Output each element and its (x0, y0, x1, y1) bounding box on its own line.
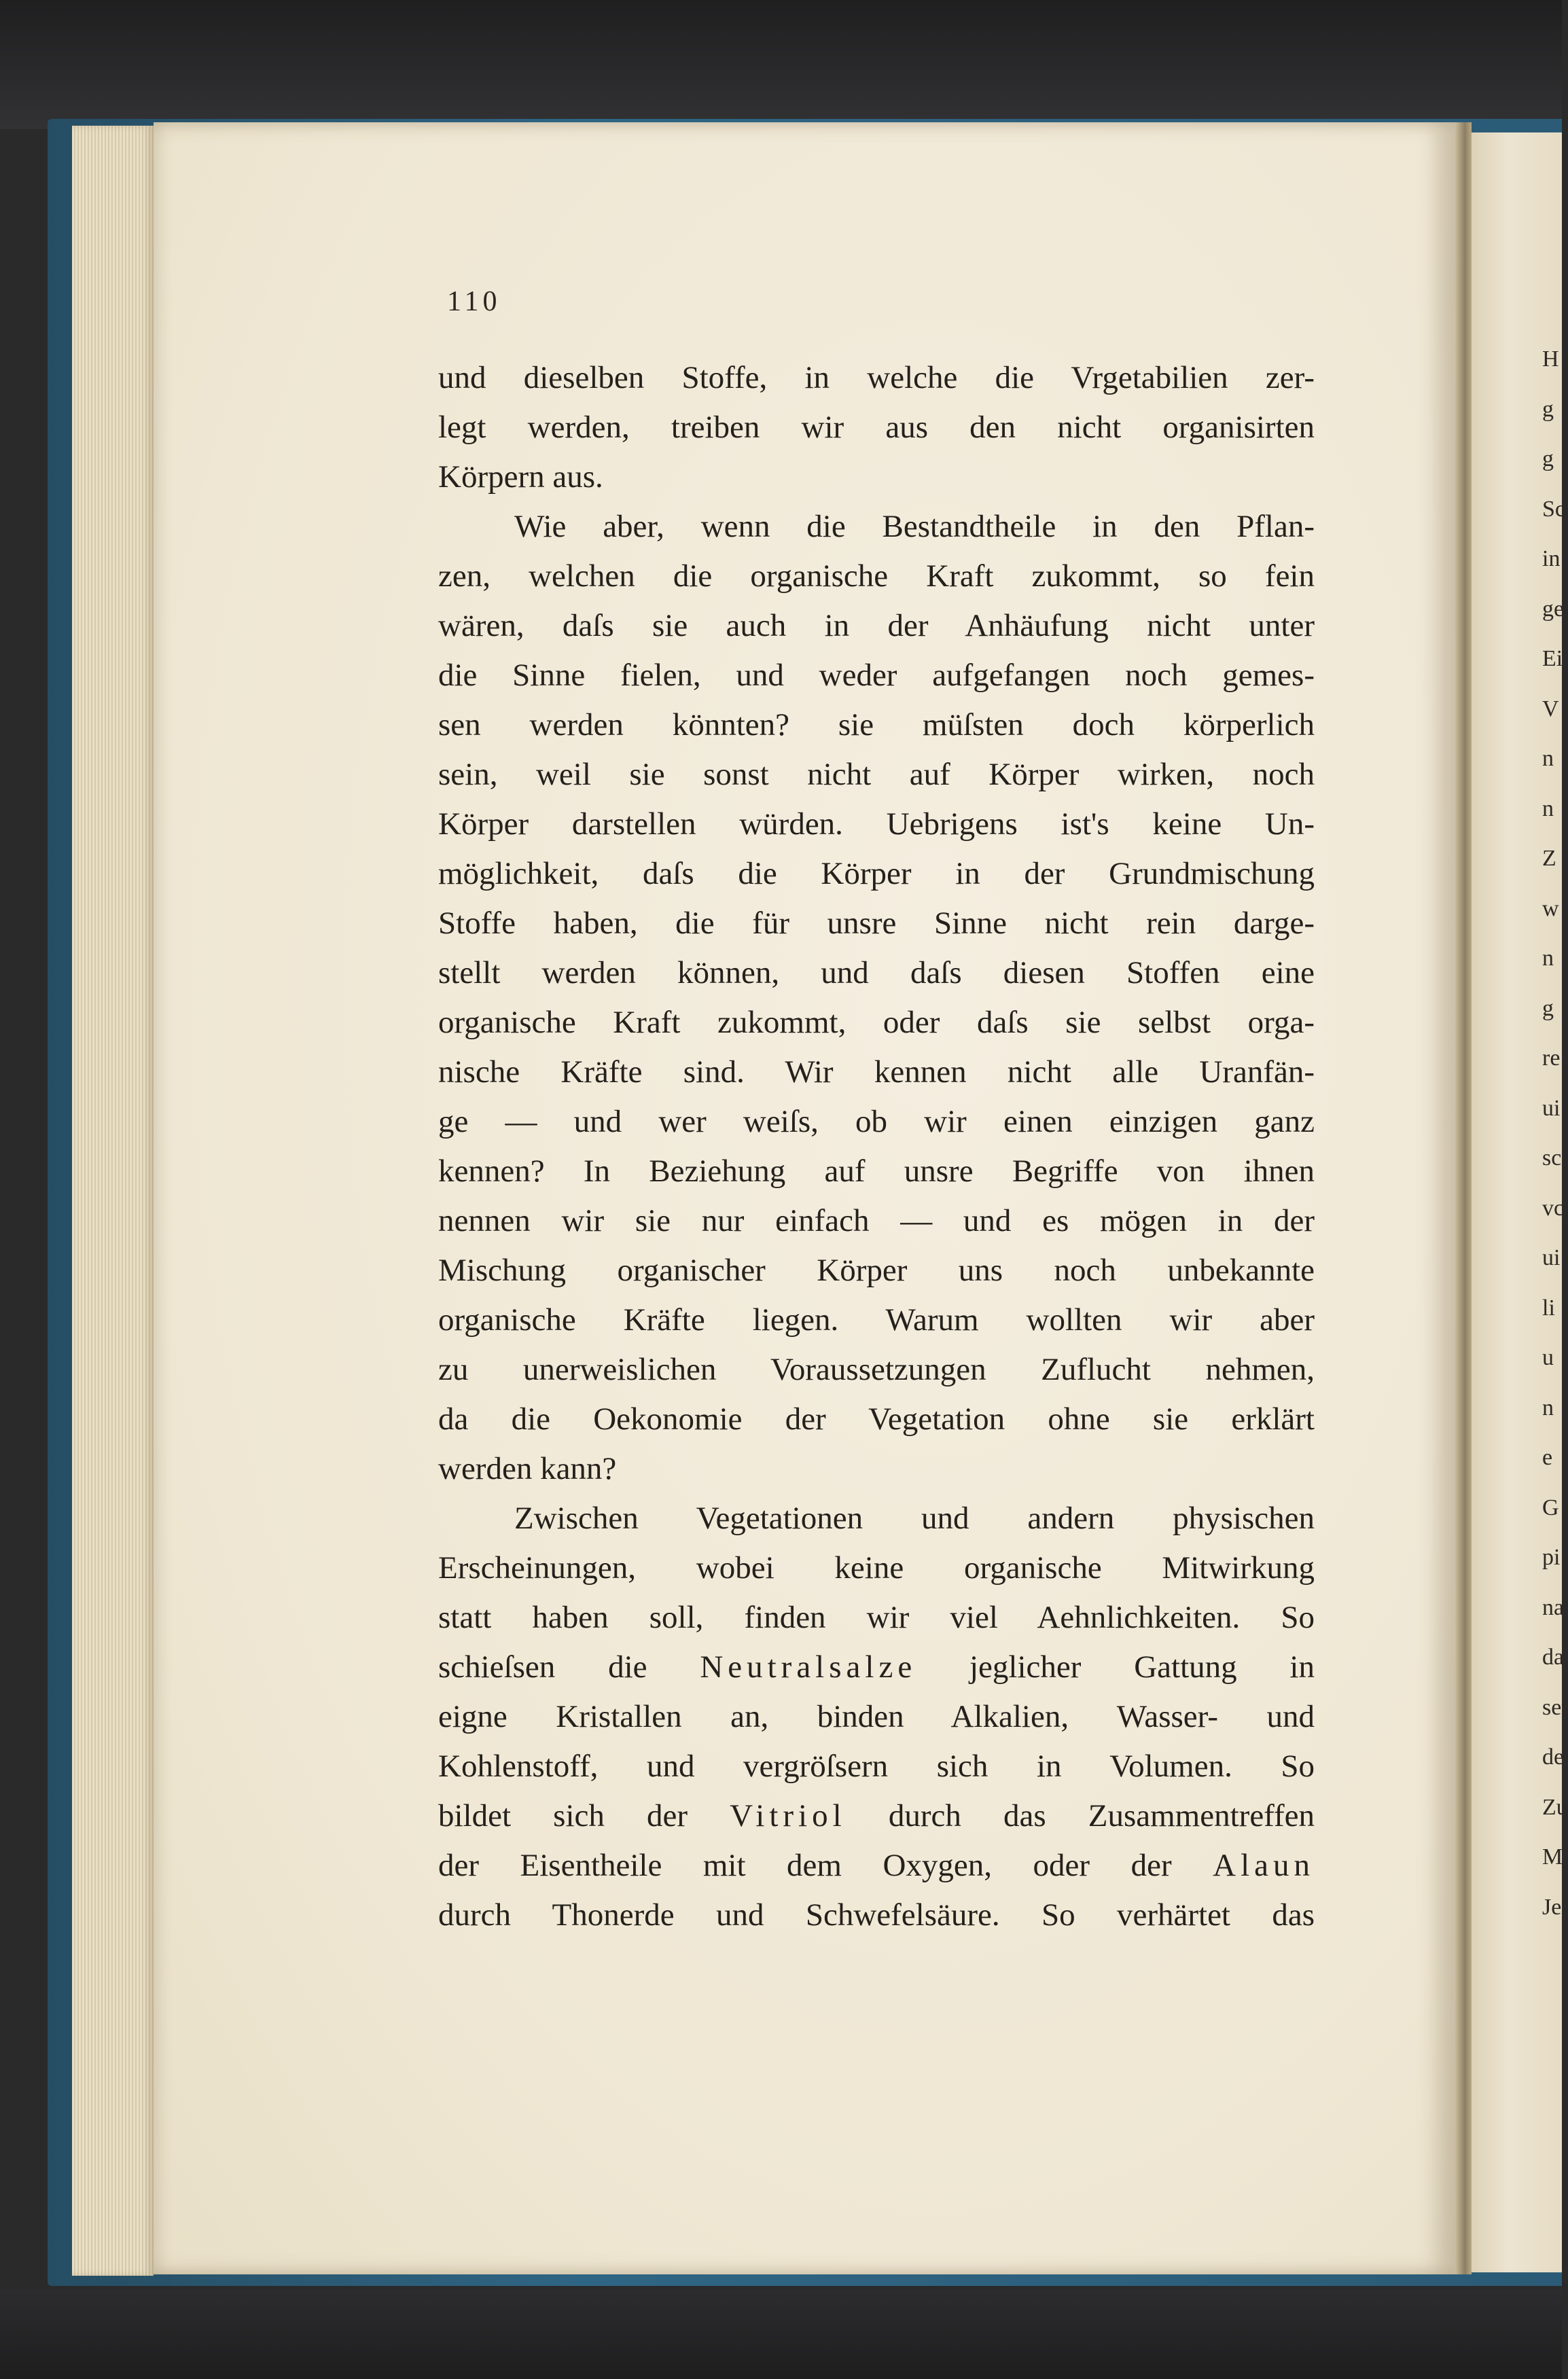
adjacent-page-fragment: n (1542, 795, 1554, 821)
adjacent-page-fragment: w (1542, 895, 1559, 921)
adjacent-page-fragment: li (1542, 1295, 1555, 1321)
adjacent-page-fragment: Ei (1542, 646, 1563, 671)
adjacent-page-fragment: Sc (1542, 496, 1565, 522)
text-line: stellt werden können, und daſs diesen Stoffen eine (438, 955, 1315, 990)
text-line: wären, daſs sie auch in der Anhäufung nicht unter (438, 608, 1315, 643)
adjacent-page-fragment: g (1542, 446, 1554, 471)
paragraph-1 (438, 353, 1315, 502)
adjacent-page-fragment: ui (1542, 1095, 1561, 1121)
text-line: eigne Kristallen an, binden Alkalien, Wasser- und (438, 1699, 1315, 1734)
text-run: durch das Zusammentreffen (846, 1798, 1315, 1834)
book-gutter (1455, 122, 1472, 2274)
text-line: zen, welchen die organische Kraft zukommt, so fein (438, 558, 1315, 594)
adjacent-page-fragment: Je (1542, 1894, 1562, 1920)
backdrop-bottom (0, 2289, 1562, 2379)
text-run: schieſsen die (438, 1649, 700, 1685)
backdrop-top (0, 0, 1562, 129)
spaced-term: Neutralsalze (700, 1649, 917, 1685)
adjacent-page-fragment: n (1542, 1395, 1554, 1420)
page-edges (72, 126, 154, 2276)
adjacent-page-fragment: de (1542, 1745, 1565, 1770)
spaced-term: Vitriol (730, 1798, 847, 1834)
text-line: und dieselben Stoffe, in welche die Vrgetabilien zer- (438, 360, 1315, 395)
text-line (438, 1841, 1315, 1891)
text-line: werden kann? (438, 1451, 617, 1486)
text-line: organische Kräfte liegen. Warum wollten wir aber (438, 1302, 1315, 1338)
adjacent-page-fragment: sc (1542, 1145, 1562, 1170)
text-line: statt haben soll, finden wir viel Aehnlichkeiten. So (438, 1600, 1315, 1635)
spaced-term: Alaun (1213, 1848, 1315, 1883)
adjacent-page-fragment: u (1542, 1345, 1554, 1370)
page-text (438, 353, 1315, 1940)
adjacent-page-fragment: na (1542, 1594, 1565, 1620)
text-line: Erscheinungen, wobei keine organische Mitwirkung (438, 1550, 1315, 1586)
text-line: Wie aber, wenn die Bestandtheile in den Pflan- (514, 509, 1315, 544)
text-line: organische Kraft zukommt, oder daſs sie selbst orga- (438, 1005, 1315, 1040)
text-run: der Eisentheile mit dem Oxygen, oder der (438, 1848, 1213, 1883)
adjacent-page-fragment: V (1542, 696, 1559, 721)
text-line: durch Thonerde und Schwefelsäure. So verhärtet das (438, 1897, 1315, 1933)
text-line: nennen wir sie nur einfach — und es mögen in der (438, 1203, 1315, 1238)
adjacent-page-fragment: vc (1542, 1195, 1565, 1221)
text-line: Mischung organischer Körper uns noch unbekannte (438, 1253, 1315, 1288)
text-line: zu unerweislichen Voraussetzungen Zuflucht nehmen, (438, 1352, 1315, 1387)
adjacent-page-fragment: ge (1542, 596, 1565, 622)
adjacent-page-fragment: in (1542, 546, 1561, 571)
adjacent-page-fragment: n (1542, 946, 1554, 971)
text-line: sen werden könnten? sie müſsten doch körperlich (438, 707, 1315, 743)
text-line: Stoffe haben, die für unsre Sinne nicht rein darge- (438, 906, 1315, 941)
adjacent-page-fragment: Zu (1542, 1794, 1568, 1820)
text-line: kennen? In Beziehung auf unsre Begriffe von ihnen (438, 1153, 1315, 1189)
text-line (438, 1791, 1315, 1841)
page-number: 110 (447, 286, 501, 317)
text-line: möglichkeit, daſs die Körper in der Grundmischung (438, 856, 1315, 891)
text-run: bildet sich der (438, 1798, 730, 1834)
text-line (438, 1643, 1315, 1692)
text-line: da die Oekonomie der Vegetation ohne sie erklärt (438, 1401, 1315, 1437)
paragraph-2 (438, 502, 1315, 1494)
adjacent-page-fragment: n (1542, 746, 1554, 771)
text-line: Zwischen Vegetationen und andern physischen (514, 1501, 1315, 1536)
adjacent-page-fragment: da (1542, 1645, 1565, 1670)
adjacent-page-fragment: M (1542, 1844, 1563, 1870)
adjacent-page-fragment: H (1542, 346, 1559, 372)
adjacent-page-fragment: ui (1542, 1245, 1561, 1270)
adjacent-page-fragment: g (1542, 995, 1554, 1021)
text-line: sein, weil sie sonst nicht auf Körper wirken, noch (438, 757, 1315, 792)
adjacent-page-fragment: pi (1542, 1545, 1561, 1570)
text-line: Kohlenstoff, und vergröſsern sich in Volumen. So (438, 1749, 1315, 1784)
text-run: jeglicher Gattung in (916, 1649, 1315, 1685)
adjacent-page-fragment: Z (1542, 846, 1556, 871)
adjacent-page-fragment: re (1542, 1045, 1561, 1071)
text-line: die Sinne fielen, und weder aufgefangen noch gemes- (438, 658, 1315, 693)
adjacent-page-fragment: set (1542, 1694, 1568, 1720)
paragraph-3 (438, 1494, 1315, 1940)
text-line: nische Kräfte sind. Wir kennen nicht alle Uranfän- (438, 1054, 1315, 1090)
text-line: ge — und wer weiſs, ob wir einen einzigen ganz (438, 1104, 1315, 1139)
adjacent-page-fragment: G (1542, 1495, 1559, 1520)
text-line: legt werden, treiben wir aus den nicht organisirten (438, 410, 1315, 445)
text-line: Körper darstellen würden. Uebrigens ist's keine Un- (438, 806, 1315, 842)
text-line: Körpern aus. (438, 459, 603, 495)
adjacent-page-fragment: g (1542, 396, 1554, 422)
adjacent-page-fragment: e (1542, 1445, 1553, 1470)
